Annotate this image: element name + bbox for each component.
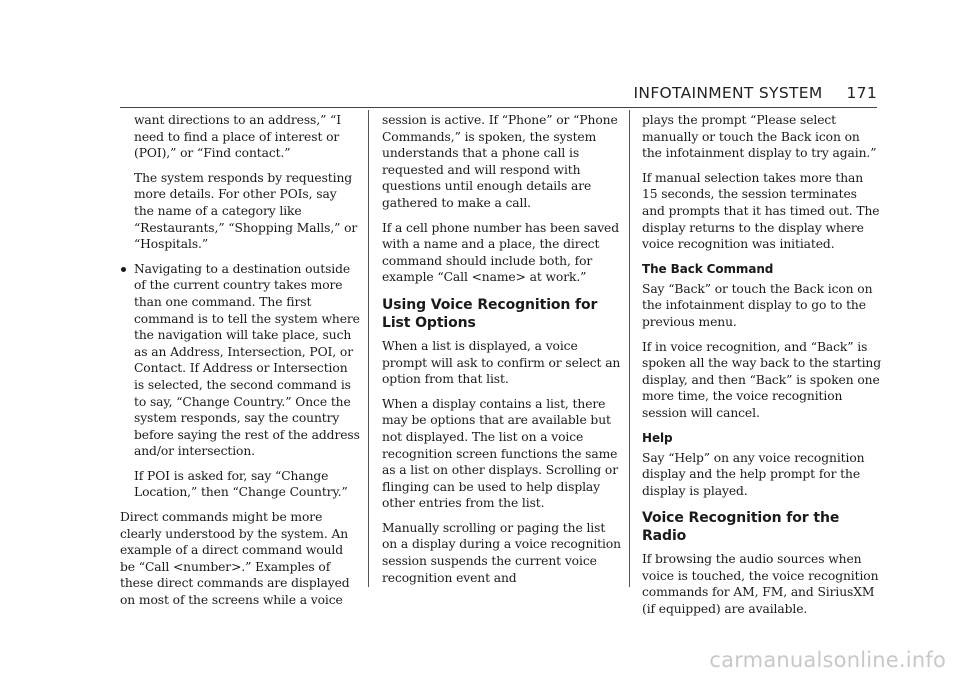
header-divider xyxy=(120,107,877,108)
paragraph: Direct commands might be more clearly understood by the system. An example of a direct command would be “Call <number>.” Examples of these direct commands are displayed on most of the screens while a voice xyxy=(120,510,350,608)
paragraph: If browsing the audio sources when voice is touched, the voice recognition commands for AM, FM, and SiriusXM (if equipped) are available. xyxy=(642,552,879,617)
paragraph: If manual selection takes more than 15 seconds, the session terminates and prompts that it has timed out. The display returns to the display where voice recognition was initiated. xyxy=(642,170,880,252)
column-divider xyxy=(629,110,630,587)
paragraph: Manually scrolling or paging the list on a display during a voice recognition session suspends the current voice recognition event and xyxy=(382,520,621,585)
column-2 xyxy=(382,112,622,594)
paragraph: The system responds by requesting more details. For other POIs, say the name of a category like “Restaurants,” “Shopping Malls,” or “Hospitals.” xyxy=(134,170,358,252)
section-heading: Voice Recognition for the Radio xyxy=(642,510,840,545)
column-divider xyxy=(368,110,369,587)
paragraph: If in voice recognition, and “Back” is spoken all the way back to the starting display, and then “Back” is spoken one more time, the voice recognition session will cancel. xyxy=(642,339,881,420)
paragraph: If POI is asked for, say “Change Location,” then “Change Country.” xyxy=(134,468,348,500)
section-title: INFOTAINMENT SYSTEM xyxy=(633,84,823,102)
watermark: carmanualsonline.info xyxy=(709,648,946,672)
column-1 xyxy=(120,112,360,617)
subheading: Help xyxy=(642,430,673,445)
subheading: The Back Command xyxy=(642,261,774,276)
paragraph: Say “Help” on any voice recognition display and the help prompt for the display is played. xyxy=(642,450,865,498)
column-3 xyxy=(642,112,882,626)
paragraph: session is active. If “Phone” or “Phone Commands,” is spoken, the system understands that a phone call is requested and will respond with questions until enough details are gathered to make a call. xyxy=(382,113,618,210)
paragraph: want directions to an address,” “I need to find a place of interest or (POI),” or “Find contact.” xyxy=(134,113,342,161)
paragraph: Say “Back” or touch the Back icon on the infotainment display to go to the previous menu. xyxy=(642,281,873,329)
section-heading: Using Voice Recognition for List Options xyxy=(382,296,598,331)
paragraph: When a list is displayed, a voice prompt will ask to confirm or select an option from that list. xyxy=(382,338,621,387)
paragraph: When a display contains a list, there may be options that are available but not displayed. The list on a voice recognition screen functions the same as a list on other displays. Scrolling or flinging can be used to help display other entries from the list. xyxy=(382,396,618,511)
page-header xyxy=(634,84,877,102)
paragraph: plays the prompt “Please select manually or touch the Back icon on the infotainment display to try again.” xyxy=(642,113,877,161)
paragraph: If a cell phone number has been saved with a name and a place, the direct command should include both, for example “Call <name> at work.” xyxy=(382,220,619,285)
page-number: 171 xyxy=(846,84,877,102)
bullet-item: Navigating to a destination outside of the current country takes more than one command. The first command is to tell the system where the navigation will take place, such as an Address, Intersection, POI, or Contact. If Address or Intersection is selected, the second command is to say, “Change Country.” Once the system responds, say the country before saying the rest of the address and/or intersection. xyxy=(120,261,360,460)
